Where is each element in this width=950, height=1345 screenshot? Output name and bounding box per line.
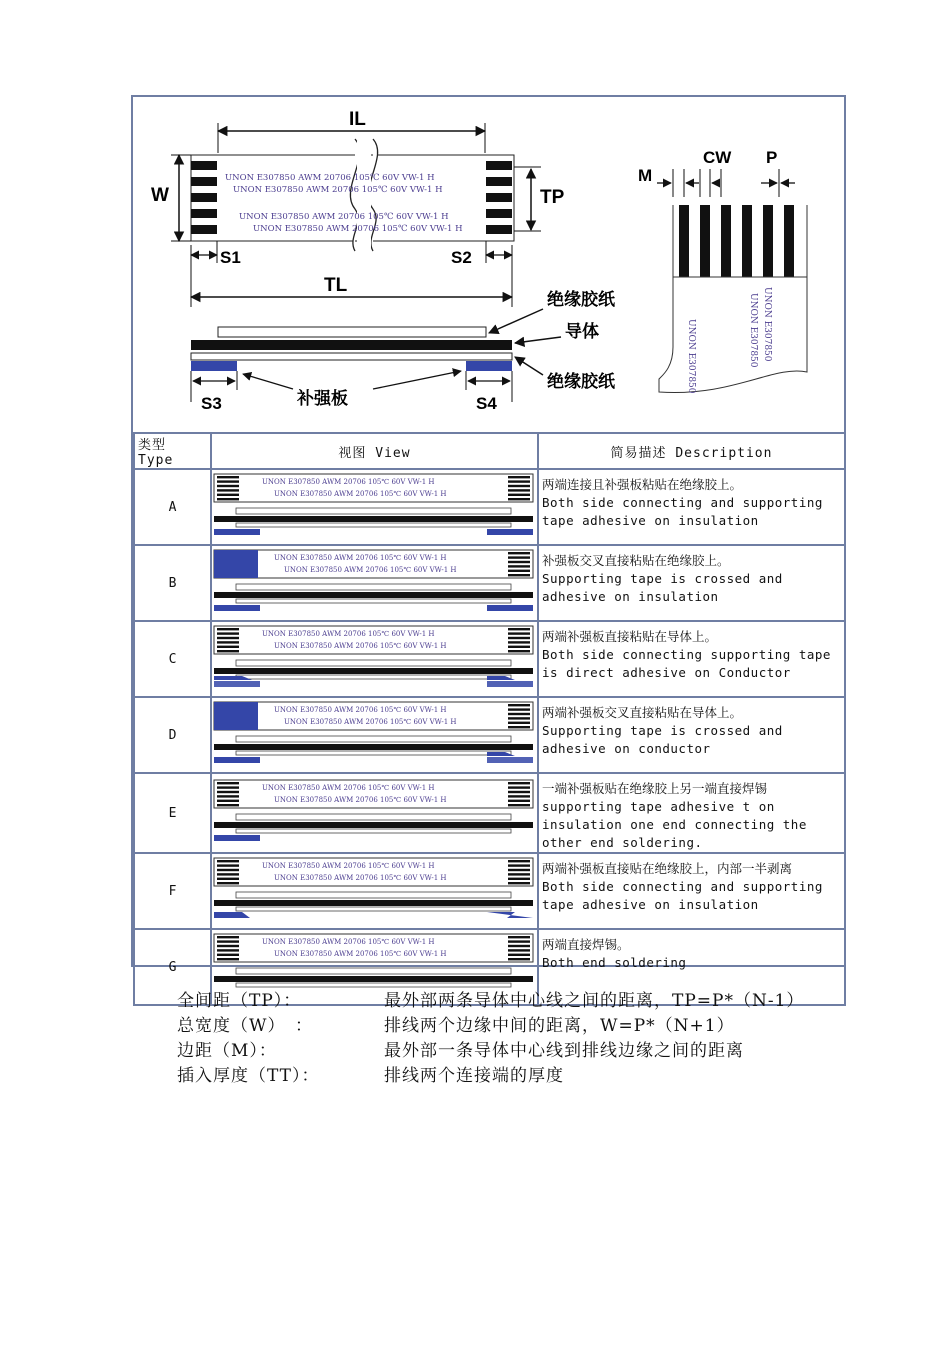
row-view-illustration [211,697,538,773]
ribbon-print: UNON E307850 AWM 20706 105℃ 60V VW-1 H [284,566,457,574]
row-description [538,545,845,621]
ribbon-print: UNON E307850 AWM 20706 105℃ 60V VW-1 H [262,630,435,638]
s3-label: S3 [201,394,222,413]
table-row [134,773,845,853]
svg-text:UNON E307850: UNON E307850 [748,293,758,368]
ribbon-print: UNON E307850 AWM 20706 105℃ 60V VW-1 H [274,950,447,958]
header-description: 简易描述 Description [538,433,845,469]
type-table [133,432,846,1006]
ribbon-print: UNON E307850 AWM 20706 105℃ 60V VW-1 H [274,554,447,562]
row-description [538,469,845,545]
row-view-illustration [211,621,538,697]
note-term: 全间距（TP）： [177,991,302,1011]
insulation-bottom-label: 绝缘胶纸 [547,372,615,392]
header-type: 类型 Type [134,433,211,469]
table-row [134,621,845,697]
ribbon-print: UNON E307850 AWM 20706 105℃ 60V VW-1 H [274,706,447,714]
header-view: 视图 View [211,433,538,469]
description-english: Supporting tape is crossed and adhesive on insulation [542,571,783,604]
row-type: C [134,621,211,697]
description-english: Both side connecting and supporting tape adhesive on insulation [542,495,823,528]
ribbon-print: UNON E307850 AWM 20706 105℃ 60V VW-1 H [262,862,435,870]
s1-label: S1 [220,248,241,267]
tl-label: TL [324,275,348,296]
note-tp [177,986,877,1011]
description-chinese: 两端补强板交叉直接粘贴在导体上。 [542,705,743,720]
row-type: D [134,697,211,773]
il-label: IL [349,109,366,130]
row-description [538,773,845,853]
description-english: Both end soldering [542,955,687,970]
row-type: G [134,929,211,1005]
conductor-label: 导体 [565,322,599,342]
svg-text:UNON E307850: UNON E307850 [686,319,696,394]
ribbon-print: UNON E307850 AWM 20706 105℃ 60V VW-1 H [274,490,447,498]
m-label: M [638,166,653,185]
row-description [538,853,845,929]
row-type: F [134,853,211,929]
note-term: 边距（M）： [177,1041,277,1061]
cable-print-line-1: UNON E307850 AWM 20706 105℃ 60V VW-1 H [225,173,435,183]
note-definition: 排线两个边缘中间的距离，W=P*（N+1） [384,1016,735,1036]
description-chinese: 两端连接且补强板粘贴在绝缘胶上。 [542,477,743,492]
note-term: 插入厚度（TT）： [177,1066,320,1086]
ribbon-print: UNON E307850 AWM 20706 105℃ 60V VW-1 H [274,796,447,804]
row-description [538,697,845,773]
svg-text:UNON E307850: UNON E307850 [762,287,772,362]
description-chinese: 两端直接焊锡。 [542,937,630,952]
s2-label: S2 [451,248,472,267]
ffc-dimension-diagram [133,97,844,432]
ribbon-print: UNON E307850 AWM 20706 105℃ 60V VW-1 H [262,784,435,792]
row-type: A [134,469,211,545]
w-label: W [151,185,169,206]
row-description [538,621,845,697]
note-definition: 排线两个连接端的厚度 [384,1066,564,1086]
row-view-illustration [211,545,538,621]
ribbon-print: UNON E307850 AWM 20706 105℃ 60V VW-1 H [262,478,435,486]
table-row [134,853,845,929]
cable-print-line-2: UNON E307850 AWM 20706 105℃ 60V VW-1 H [233,185,443,195]
cable-print-line-3: UNON E307850 AWM 20706 105℃ 60V VW-1 H [239,212,449,222]
description-english: Supporting tape is crossed and adhesive on conductor [542,723,783,756]
ribbon-print: UNON E307850 AWM 20706 105℃ 60V VW-1 H [284,718,457,726]
row-type: B [134,545,211,621]
ribbon-print: UNON E307850 AWM 20706 105℃ 60V VW-1 H [274,642,447,650]
description-chinese: 两端补强板直接贴在绝缘胶上，内部一半剥离 [542,861,793,876]
description-english: supporting tape adhesive t on insulation one end connecting the other end soldering. [542,799,807,850]
cable-end-detail [659,205,807,394]
table-row [134,697,845,773]
cable-print-line-4: UNON E307850 AWM 20706 105℃ 60V VW-1 H [253,224,463,234]
spec-frame [131,95,846,975]
note-m [177,1036,877,1061]
note-definition: 最外部两条导体中心线之间的距离，TP=P*（N-1） [384,991,805,1011]
row-view-illustration [211,469,538,545]
table-row [134,469,845,545]
p-label: P [766,148,778,167]
definition-notes [177,986,877,1086]
description-chinese: 一端补强板贴在绝缘胶上另一端直接焊锡 [542,781,768,796]
note-term: 总宽度（W） ： [177,1016,313,1036]
description-chinese: 补强板交叉直接粘贴在绝缘胶上。 [542,553,730,568]
ribbon-print: UNON E307850 AWM 20706 105℃ 60V VW-1 H [262,938,435,946]
table-row [134,545,845,621]
row-type: E [134,773,211,853]
note-tt [177,1061,877,1086]
s4-label: S4 [476,394,497,413]
note-w [177,1011,877,1036]
insulation-top-label: 绝缘胶纸 [547,290,615,310]
row-view-illustration [211,853,538,929]
description-chinese: 两端补强板直接粘贴在导体上。 [542,629,718,644]
row-view-illustration [211,773,538,853]
description-english: Both side connecting supporting tape is direct adhesive on Conductor [542,647,831,680]
cw-label: CW [703,148,732,167]
tp-label: TP [540,187,565,208]
stiffener-label: 补强板 [297,389,348,409]
description-english: Both side connecting and supporting tape adhesive on insulation [542,879,823,912]
note-definition: 最外部一条导体中心线到排线边缘之间的距离 [384,1041,744,1061]
ribbon-print: UNON E307850 AWM 20706 105℃ 60V VW-1 H [274,874,447,882]
